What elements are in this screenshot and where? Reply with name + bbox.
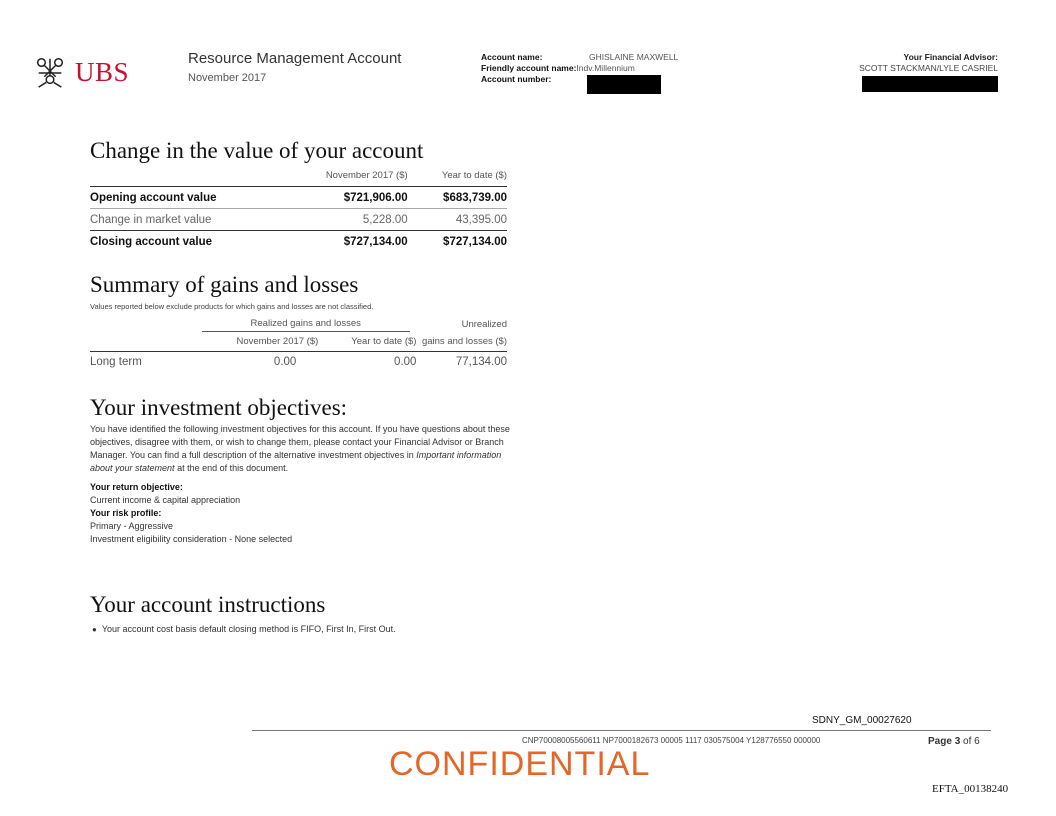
return-objective-value: Current income & capital appreciation xyxy=(90,495,241,505)
bates-number: SDNY_GM_00027620 xyxy=(812,715,912,726)
gains-row-label: Long term xyxy=(90,352,195,373)
friendly-name-label: Friendly account name: xyxy=(481,63,577,73)
page-number: 3 xyxy=(954,736,961,747)
risk-profile-value: Primary - Aggressive xyxy=(90,521,174,531)
account-number-label: Account number: xyxy=(481,74,552,84)
gains-col-month: November 2017 ($) xyxy=(236,336,319,347)
ubs-logo xyxy=(31,54,129,90)
gains-row-unrealized: 77,134.00 xyxy=(416,352,507,373)
gains-note: Values reported below exclude products for which gains and losses are not classified. xyxy=(90,302,374,311)
col-header-month: November 2017 ($) xyxy=(325,170,408,181)
instruction-item xyxy=(92,624,396,634)
row-month: 5,228.00 xyxy=(283,209,408,231)
risk-profile-label: Your risk profile: xyxy=(90,508,162,518)
objectives-text-italic: Important information about your statement xyxy=(90,450,502,473)
row-label: Change in market value xyxy=(90,209,283,231)
page-indicator xyxy=(928,736,980,747)
objectives-paragraph xyxy=(90,423,510,546)
realized-header: Realized gains and losses xyxy=(202,318,410,332)
gains-table xyxy=(90,317,507,372)
confidential-stamp: CONFIDENTIAL xyxy=(389,745,651,783)
row-ytd: $683,739.00 xyxy=(408,187,507,209)
gains-row-month: 0.00 xyxy=(195,352,318,373)
row-month: $721,906.00 xyxy=(283,187,408,209)
financial-advisor xyxy=(859,52,998,74)
efta-number: EFTA_00138240 xyxy=(932,783,1009,795)
advisor-value: SCOTT STACKMAN/LYLE CASRIEL xyxy=(859,63,998,73)
unrealized-header: Unrealized xyxy=(461,319,507,330)
account-name-label: Account name: xyxy=(481,52,543,62)
instructions-section-title: Your account instructions xyxy=(90,592,326,617)
row-month: $727,134.00 xyxy=(283,231,408,253)
row-ytd: $727,134.00 xyxy=(408,231,507,253)
account-number-redaction xyxy=(587,75,661,94)
objectives-text-1: You have identified the following investment objectives for this account. If you have questions about these objectives, disagree with them, or wish to change them, please contact your Financial Advisor or Branch Manager. You can find a full description of the alternative investment objectives in xyxy=(90,424,510,460)
gains-col-ytd: Year to date ($) xyxy=(351,336,417,347)
instruction-text: Your account cost basis default closing method is FIFO, First In, First Out. xyxy=(101,624,396,634)
row-label: Closing account value xyxy=(90,231,283,253)
bullet-icon: ● xyxy=(92,625,97,634)
page-total: of 6 xyxy=(963,736,980,747)
row-label: Opening account value xyxy=(90,187,283,209)
objectives-section-title: Your investment objectives: xyxy=(90,395,348,420)
gains-section-title: Summary of gains and losses xyxy=(90,272,359,297)
ubs-keys-icon xyxy=(31,54,69,90)
objectives-text-2: at the end of this document. xyxy=(174,463,289,473)
account-name-value: GHISLAINE MAXWELL xyxy=(589,52,679,62)
logo-text: UBS xyxy=(75,56,130,87)
row-ytd: 43,395.00 xyxy=(408,209,507,231)
friendly-name-value: Indv.Millennium xyxy=(576,63,635,73)
change-value-table xyxy=(90,170,507,252)
footer-divider xyxy=(252,730,991,731)
change-section-title: Change in the value of your account xyxy=(90,138,424,163)
col-header-ytd: Year to date ($) xyxy=(441,170,507,181)
statement-date: November 2017 xyxy=(188,72,267,84)
advisor-redaction xyxy=(862,76,998,92)
page-label: Page xyxy=(928,736,952,747)
gains-row-ytd: 0.00 xyxy=(318,352,416,373)
gains-col-unrealized: gains and losses ($) xyxy=(421,336,507,347)
advisor-label: Your Financial Advisor: xyxy=(903,52,998,62)
document-code: CNP70008005560611 NP7000182673 00005 1117 030575004 Y128776550 000000 xyxy=(522,736,821,745)
eligibility-value: Investment eligibility consideration - None selected xyxy=(90,534,293,544)
statement-title: Resource Management Account xyxy=(188,50,402,67)
return-objective-label: Your return objective: xyxy=(90,482,183,492)
